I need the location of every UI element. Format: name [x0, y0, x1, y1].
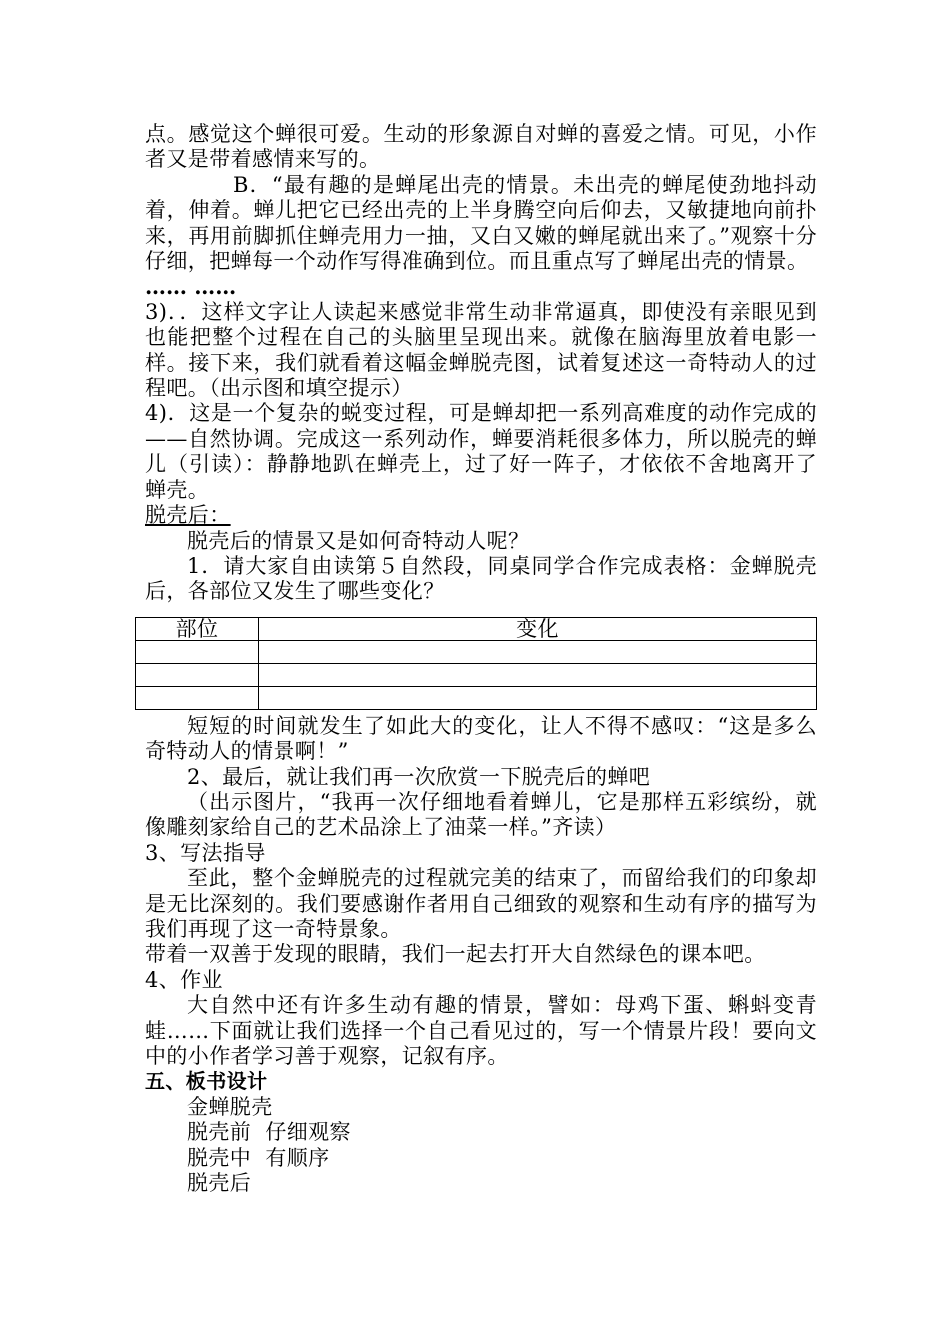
table-cell — [136, 686, 259, 709]
table-cell — [259, 686, 817, 709]
paragraph-4: 4)．这是一个复杂的蜕变过程，可是蝉却把一系列高难度的动作完成的——自然协调。完成这一系列动作，蝉要消耗很多体力，所以脱壳的蝉儿（引读）：静静地趴在蝉壳上，过了好一阵子，才依依不舍地离开了蝉壳。 — [145, 401, 817, 502]
paragraph-7: 短短的时间就发生了如此大的变化，让人不得不感叹：“这是多么奇特动人的情景啊！” — [145, 713, 817, 764]
ellipsis-line: …… …… — [145, 274, 237, 300]
paragraph-3: 3)．．这样文字让人读起来感觉非常生动非常逼真，即使没有亲眼见到也能把整个过程在自己的头脑里呈现出来。就像在脑海里放着电影一样。接下来，我们就看着这幅金蝉脱壳图，试着复述这一奇特动人的过程吧。（出示图和填空提示） — [145, 299, 817, 401]
heading-homework: 4、作业 — [145, 967, 223, 992]
table-header-part: 部位 — [136, 617, 259, 640]
table-cell — [259, 640, 817, 663]
heading-writing-guide: 3、写法指导 — [145, 840, 266, 865]
paragraph-6: 1．请大家自由读第５自然段，同桌同学合作完成表格：金蝉脱壳后，各部位又发生了哪些变化？ — [145, 553, 817, 604]
parts-change-table — [135, 617, 817, 710]
table-cell — [259, 663, 817, 686]
paragraph-9: （出示图片，“我再一次仔细地看着蝉儿，它是那样五彩缤纷，就像雕刻家给自己的艺术品涂上了油菜一样。”齐读） — [145, 789, 817, 840]
table-cell — [136, 640, 259, 663]
paragraph-8: 2、最后，就让我们再一次欣赏一下脱壳后的蝉吧 — [187, 764, 651, 789]
board-line: 脱壳中 有顺序 — [187, 1145, 330, 1170]
table-row — [136, 640, 817, 663]
table-row — [136, 686, 817, 709]
paragraph-12: 带着一双善于发现的眼睛，我们一起去打开大自然绿色的课本吧。 — [145, 942, 766, 967]
section-5-heading: 五、板书设计 — [145, 1069, 268, 1094]
table-cell — [136, 663, 259, 686]
paragraph-2: B．“最有趣的是蝉尾出壳的情景。未出壳的蝉尾使劲地抖动着，伸着。蝉儿把它已经出壳的上半身腾空向后仰去，又敏捷地向前扑来，再用前脚抓住蝉壳用力一抽，又白又嫩的蝉尾就出来了。”观察十分仔细，把蝉每一个动作写得准确到位。而且重点写了蝉尾出壳的情景。 — [145, 172, 817, 274]
after-shedding-heading: 脱壳后： — [145, 503, 231, 528]
table-header-change: 变化 — [259, 617, 817, 640]
board-line: 脱壳后 — [187, 1171, 252, 1196]
board-line: 脱壳前 仔细观察 — [187, 1120, 351, 1145]
paragraph-1: 点。感觉这个蝉很可爱。生动的形象源自对蝉的喜爱之情。可见，小作者又是带着感情来写的。 — [145, 122, 817, 172]
table-row — [136, 663, 817, 686]
paragraph-11: 至此，整个金蝉脱壳的过程就完美的结束了，而留给我们的印象却是无比深刻的。我们要感谢作者用自己细致的观察和生动有序的描写为我们再现了这一奇特景象。 — [145, 866, 817, 941]
document-page — [145, 122, 817, 1196]
paragraph-14: 大自然中还有许多生动有趣的情景，譬如：母鸡下蛋、蝌蚪变青蛙……下面就让我们选择一个自己看见过的，写一个情景片段！要向文中的小作者学习善于观察，记叙有序。 — [145, 993, 817, 1068]
board-line: 金蝉脱壳 — [187, 1094, 273, 1119]
paragraph-5: 脱壳后的情景又是如何奇特动人呢？ — [187, 528, 530, 553]
table-header-row — [136, 617, 817, 640]
